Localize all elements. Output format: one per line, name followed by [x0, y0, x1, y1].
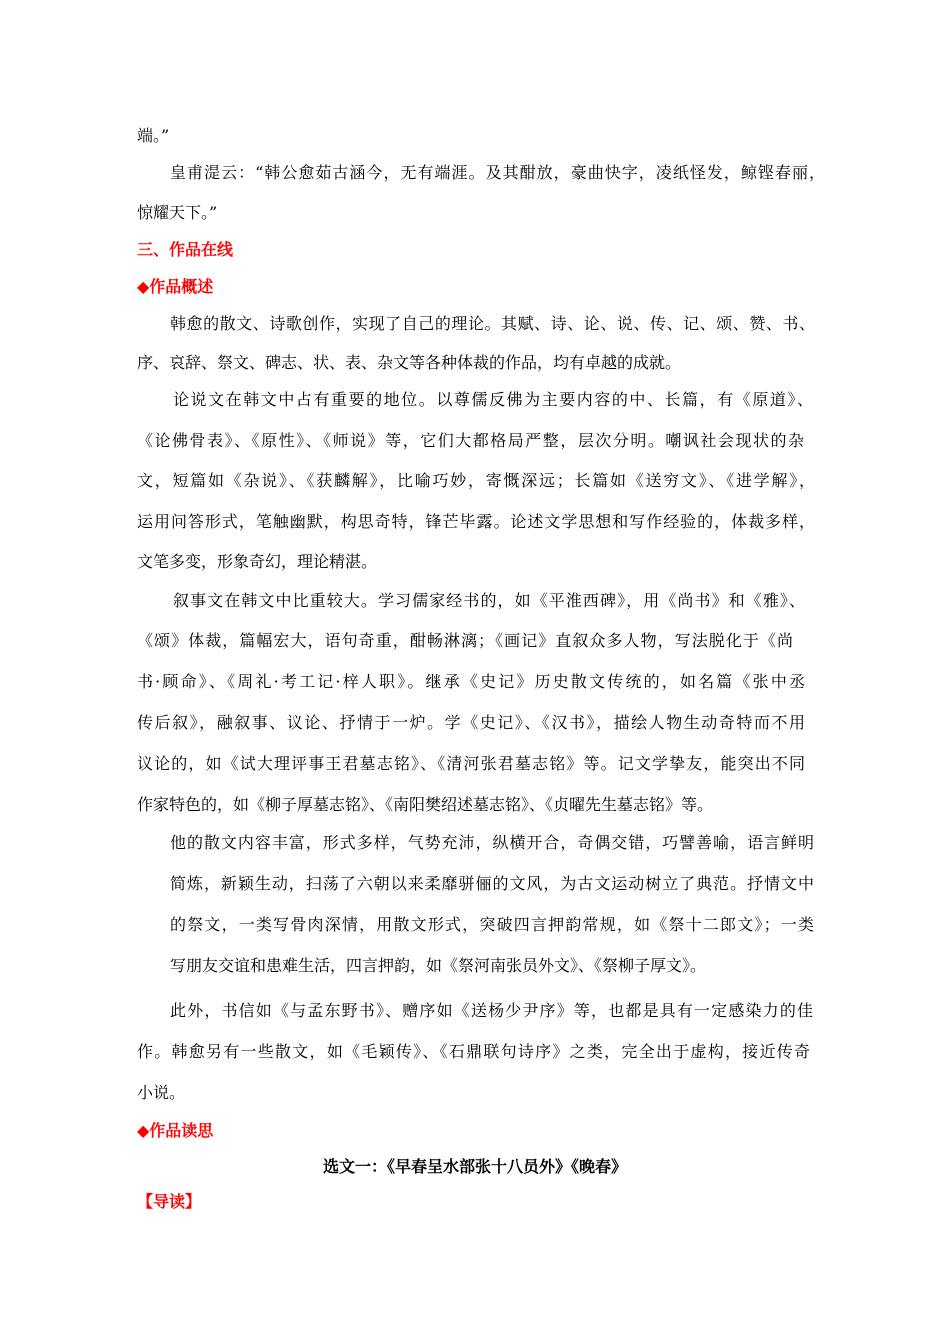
text-line: 简炼，新颖生动，扫荡了六朝以来柔靡骈俪的文风，为古文运动树立了典范。抒情文中: [170, 874, 814, 893]
text-line: 叙事文在韩文中比重较大。学习儒家经书的，如《平淮西碑》，用《尚书》和《雅》、: [173, 591, 805, 610]
text-line: 议论的，如《试大理评事王君墓志铭》、《清河张君墓志铭》等。记文学挚友，能突出不同: [137, 754, 805, 773]
text-line: 皇甫湜云：“韩公愈茹古涵今，无有端涯。及其酣放，豪曲快字，凌纸怪发，鲸铿春丽，: [170, 163, 825, 182]
selection-title: 选文一：《早春呈水部张十八员外》《晚春》: [322, 1157, 627, 1176]
text-line: 运用问答形式，笔触幽默，构思奇特，锋芒毕露。论述文学思想和写作经验的，体裁多样，: [137, 512, 815, 531]
text-line: 写朋友交谊和患难生活，四言押韵，如《祭河南张员外文》、《祭柳子厚文》。: [170, 956, 707, 975]
subsection-heading-overview: ◆作品概述: [137, 277, 214, 296]
text-line: 作。韩愈另有一些散文，如《毛颖传》、《石鼎联句诗序》之类，完全出于虚构，接近传奇: [137, 1042, 810, 1061]
text-line: 《颂》体裁，篇幅宏大，语句奇重，酣畅淋漓；《画记》直叙众多人物，写法脱化于《尚: [137, 631, 793, 650]
text-line: 端。”: [137, 126, 170, 145]
text-line: 文，短篇如《杂说》、《获麟解》，比喻巧妙，寄慨深远；长篇如《送穷文》、《进学解》，: [137, 471, 815, 490]
guide-heading: 【导读】: [137, 1192, 202, 1211]
text-line: 韩愈的散文、诗歌创作，实现了自己的理论。其赋、诗、论、说、传、记、颂、赞、书、: [170, 314, 815, 333]
section-heading: 三、作品在线: [137, 240, 234, 259]
subsection-heading-reading: ◆作品读思: [137, 1121, 214, 1140]
text-line: 论说文在韩文中占有重要的地位。以尊儒反佛为主要内容的中、长篇，有《原道》、: [173, 390, 813, 409]
text-line: 传后叙》，融叙事、议论、抒情于一炉。学《史记》、《汉书》，描绘人物生动奇特而不用: [137, 713, 805, 732]
text-line: 文笔多变，形象奇幻，理论精湛。: [137, 552, 378, 571]
text-line: 《论佛骨表》、《原性》、《师说》等，它们大都格局严整，层次分明。嘲讽社会现状的杂: [137, 431, 804, 450]
text-line: 作家特色的，如《柳子厚墓志铭》、《南阳樊绍述墓志铭》、《贞曜先生墓志铭》等。: [137, 795, 714, 814]
text-line: 小说。: [137, 1083, 186, 1102]
text-line: 他的散文内容丰富，形式多样，气势充沛，纵横开合，奇偶交错，巧譬善喻，语言鲜明: [170, 833, 814, 852]
text-line: 书·顾命》、《周礼·考工记·梓人职》。继承《史记》历史散文传统的，如名篇《张中丞: [137, 672, 805, 691]
text-line: 序、哀辞、祭文、碑志、状、表、杂文等各种体裁的作品，均有卓越的成就。: [137, 353, 682, 372]
text-line: 此外，书信如《与孟东野书》、赠序如《送杨少尹序》等，也都是具有一定感染力的佳: [170, 1001, 813, 1020]
text-line: 惊耀天下。”: [137, 203, 218, 222]
text-line: 的祭文，一类写骨肉深情，用散文形式，突破四言押韵常规，如《祭十二郎文》；一类: [170, 915, 814, 934]
